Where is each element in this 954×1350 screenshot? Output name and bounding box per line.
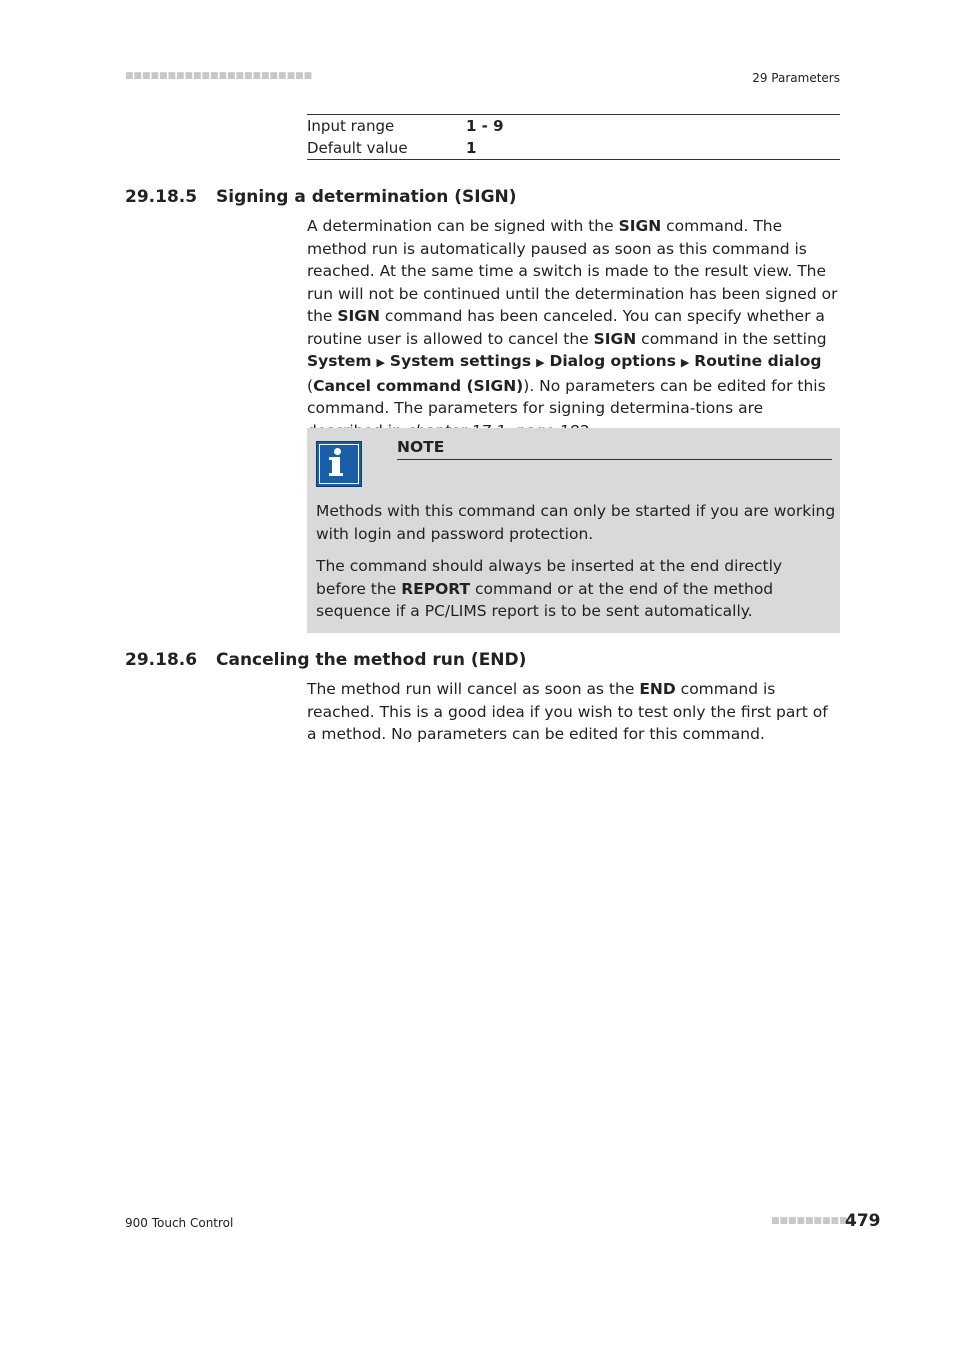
section-number: 29.18.6 xyxy=(125,650,198,670)
section-body-sign: A determination can be signed with the SIGN command. The method run is automatically paused as soon as this command is reached. At the same time a switch is made to the result view. The run will not be continued until the determination has been signed or the SIGN command has been canceled. You can specify whether a routine user is allowed to cancel the SIGN command in the setting System ▶ System settings ▶ Dialog options ▶ Routine dialog (Cancel command (SIGN)). No parameters can be edited for this command. The parameters for signing determina-tions are xyxy=(307,215,841,442)
footer-decoration: ■■■■■■■■■ xyxy=(771,1216,848,1226)
running-header-chapter: 29 Parameters xyxy=(752,71,840,85)
section-heading-end xyxy=(125,650,526,670)
param-value: 1 xyxy=(466,139,477,157)
param-label: Input range xyxy=(307,117,395,135)
section-title: Canceling the method run (END) xyxy=(216,650,527,670)
footer-product: 900 Touch Control xyxy=(125,1216,234,1230)
section-body-end: The method run will cancel as soon as the END command is reached. This is a good idea if you wish to test only the first part of a method. No parameters can be edited for this command. xyxy=(307,680,828,743)
note-title: NOTE xyxy=(397,438,832,460)
menu-arrow-icon: ▶ xyxy=(376,356,385,369)
info-icon xyxy=(316,441,362,487)
parameter-table xyxy=(307,114,840,160)
note-box xyxy=(307,428,840,633)
menu-arrow-icon: ▶ xyxy=(680,356,690,369)
param-label: Default value xyxy=(307,139,408,157)
section-number: 29.18.5 xyxy=(125,187,198,207)
menu-arrow-icon: ▶ xyxy=(536,356,545,369)
param-value: 1 - 9 xyxy=(466,117,504,135)
table-row xyxy=(307,115,840,137)
note-paragraph: Methods with this command can only be started if you are working with login and password protection. xyxy=(316,502,836,543)
page-number: 479 xyxy=(845,1211,881,1231)
table-row xyxy=(307,137,840,159)
header-decoration: ■■■■■■■■■■■■■■■■■■■■■■ xyxy=(125,71,313,81)
section-title: Signing a determination (SIGN) xyxy=(216,187,517,207)
section-heading-sign xyxy=(125,187,517,207)
note-paragraph: The command should always be inserted at the end directly before the REPORT command or at the end of the method sequence if a PC/LIMS report is to be sent automatically. xyxy=(316,557,783,620)
